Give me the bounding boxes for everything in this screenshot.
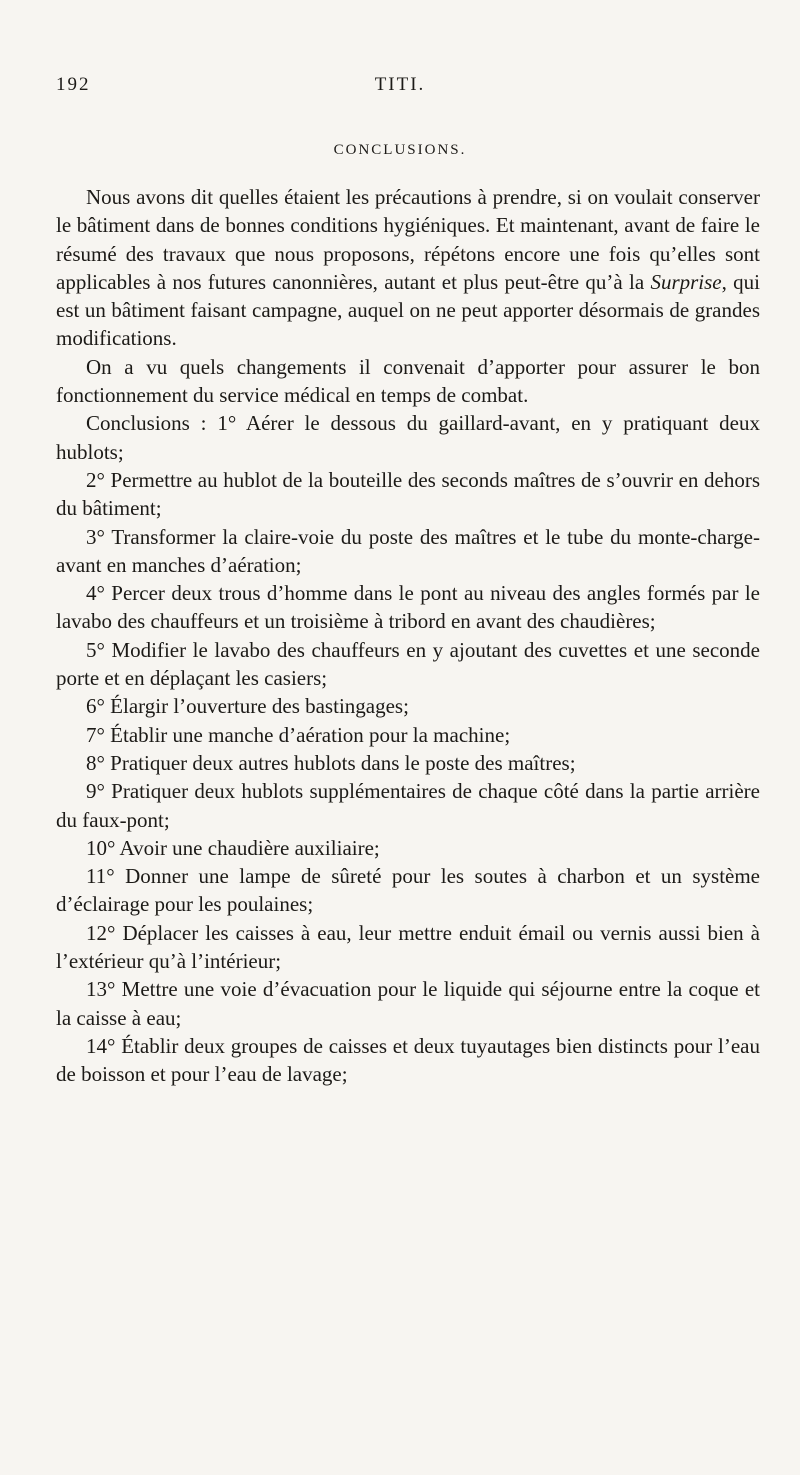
item-text: Mettre une voie d’évacuation pour le liquide qui séjourne entre la coque et la caisse à eau; (56, 977, 760, 1030)
conclusion-item (56, 975, 760, 1032)
conclusion-item (56, 919, 760, 976)
item-text: Élargir l’ouverture des bastingages; (110, 694, 409, 719)
conclusion-item (56, 749, 760, 777)
item-text: Modifier le lavabo des chauffeurs en y ajoutant des cuvettes et une seconde porte et en déplaçant les casiers; (56, 637, 760, 691)
conclusion-item (56, 777, 760, 834)
intro-paragraph (56, 183, 760, 353)
item-number: 13° (86, 977, 116, 1002)
item-number: 2° (86, 467, 105, 492)
changes-paragraph: On a vu quels changements il convenait d’apporter pour assurer le bon fonctionnement du service médical en temps de combat. (56, 354, 760, 408)
item-text: Pratiquer deux hublots supplémentaires de chaque côté dans la partie arrière du faux-pont; (56, 779, 760, 832)
item-number: 14° (86, 1033, 116, 1058)
item-text: Déplacer les caisses à eau, leur mettre enduit émail ou vernis aussi bien à l’extérieur qu’à l’intérieur; (56, 920, 761, 974)
item-text: Établir deux groupes de caisses et deux tuyautages bien distincts pour l’eau de boisson et pour l’eau de lavage; (56, 1033, 761, 1087)
intro-text-end: , qui est un bâtiment faisant campagne, auquel on ne peut apporter désormais de grandes modifications. (56, 269, 761, 351)
page-number: 192 (56, 74, 91, 95)
section-title: CONCLUSIONS. (333, 142, 467, 158)
item-number: 8° (86, 750, 105, 775)
conclusion-item (56, 834, 760, 862)
intro-text-start: Nous avons dit quelles étaient les précautions à prendre, si on voulait conserver le bâtiment dans de bonnes conditions hygiéniques. Et maintenant, avant de faire le résumé des travaux que nous proposons, répétons encore une fois qu’elles sont applicables à nos futures canonnières, autant et plus peut-être qu’à la (56, 185, 760, 294)
body-text (56, 183, 760, 1089)
item-text: Établir une manche d’aération pour la machine; (110, 722, 511, 747)
item-number: 4° (86, 581, 105, 606)
item-number: 10° (86, 835, 116, 860)
ship-name: Surprise (650, 269, 722, 294)
item-text: Aérer le dessous du gaillard-avant, en y pratiquant deux hublots; (56, 411, 760, 464)
item-number: 5° (86, 637, 105, 662)
conclusion-item (56, 721, 760, 749)
item-number: 12° (86, 920, 116, 945)
conclusions-lead: Conclusions : (86, 411, 207, 436)
conclusion-item (56, 523, 760, 580)
item-number: 1° (217, 411, 237, 436)
conclusion-item (56, 1032, 760, 1089)
item-text: Transformer la claire-voie du poste des maîtres et le tube du monte-charge-avant en manches d’aération; (56, 524, 760, 577)
item-text: Avoir une chaudière auxiliaire; (119, 835, 380, 860)
conclusion-item (56, 862, 760, 919)
item-number: 11° (86, 864, 115, 889)
conclusion-item (56, 409, 760, 466)
item-text: Percer deux trous d’homme dans le pont au niveau des angles formés par le lavabo des chauffeurs et un troisième à tribord en avant des chaudières; (56, 581, 760, 634)
item-text: Pratiquer deux autres hublots dans le poste des maîtres; (110, 750, 576, 775)
item-text: Donner une lampe de sûreté pour les soutes à charbon et un système d’éclairage pour les poulaines; (56, 864, 761, 917)
item-number: 7° (86, 722, 105, 747)
conclusion-item (56, 579, 760, 636)
conclusion-item (56, 692, 760, 720)
conclusion-item (56, 466, 760, 523)
running-head (56, 74, 744, 104)
conclusion-list (56, 409, 760, 1088)
item-number: 3° (86, 524, 105, 549)
item-text: Permettre au hublot de la bouteille des seconds maîtres de s’ouvrir en dehors du bâtiment; (56, 467, 760, 521)
running-title: TITI. (374, 74, 426, 95)
item-number: 6° (86, 694, 105, 719)
conclusion-item (56, 636, 760, 693)
item-number: 9° (86, 779, 105, 804)
